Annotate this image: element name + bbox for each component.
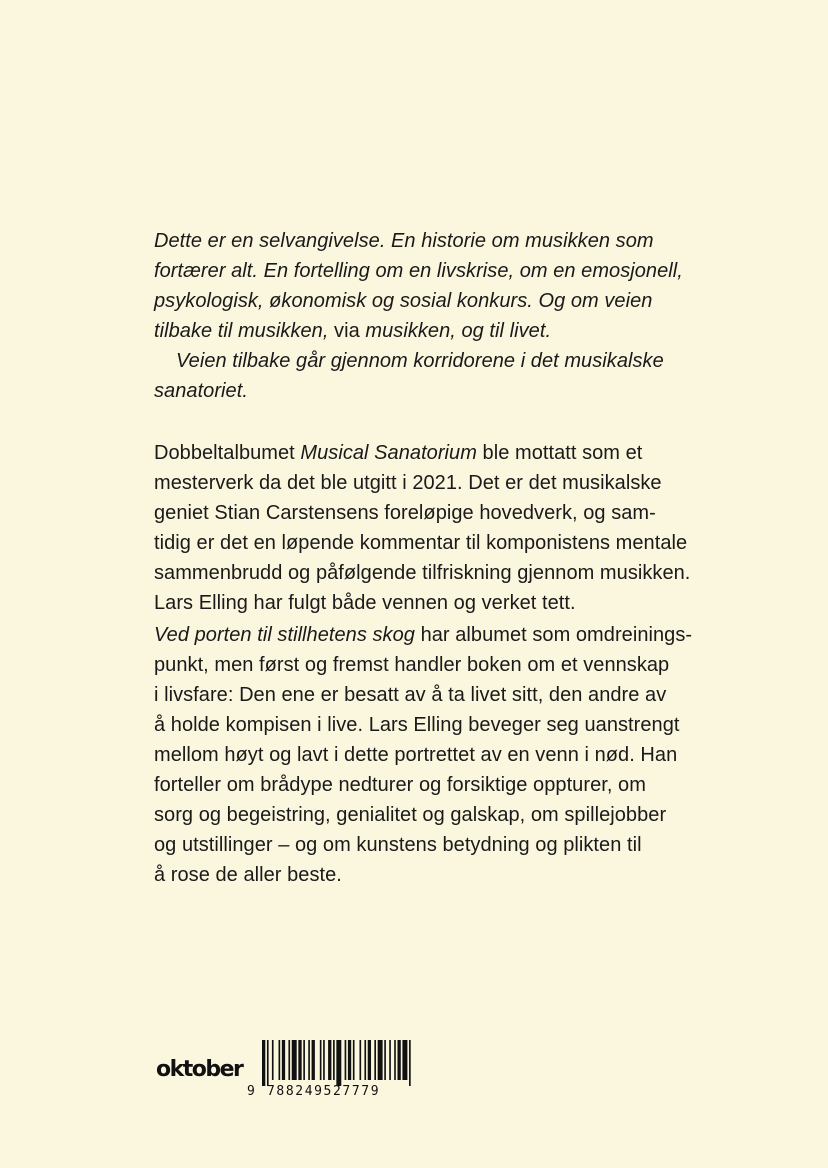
text-segment: og utstillinger – og om kunstens betydning og plikten til	[154, 834, 642, 856]
text-line	[154, 286, 794, 316]
text-line	[154, 256, 794, 286]
text-segment: har albumet som omdreinings-	[414, 624, 693, 646]
barcode-bar	[368, 1040, 371, 1080]
text-line	[154, 438, 794, 468]
barcode-bar	[308, 1040, 310, 1080]
isbn-first-digit: 9	[247, 1084, 255, 1099]
text-segment: fortærer alt. En fortelling om en livskrise, om en emosjonell,	[154, 260, 683, 282]
text-line	[154, 740, 794, 770]
barcode-bars	[262, 1040, 414, 1086]
text-line	[154, 620, 794, 650]
text-segment: psykologisk, økonomisk og sosial konkurs. Og om veien	[154, 290, 653, 312]
text-line	[154, 588, 794, 618]
barcode-bar	[333, 1040, 335, 1080]
text-segment: sanatoriet.	[154, 380, 248, 402]
text-segment: Musical Sanatorium	[300, 442, 477, 464]
text-segment: sorg og begeistring, genialitet og galskap, om spillejobber	[154, 804, 667, 826]
text-line	[154, 498, 794, 528]
text-segment: geniet Stian Carstensens foreløpige hovedverk, og sam-	[154, 502, 656, 524]
text-line	[154, 468, 794, 498]
barcode-bar	[328, 1040, 331, 1080]
isbn-barcode	[247, 1040, 417, 1102]
intro-paragraph	[154, 226, 794, 406]
barcode-bar	[353, 1040, 355, 1080]
barcode-bar	[272, 1040, 274, 1080]
barcode-bar	[378, 1040, 383, 1080]
text-line	[154, 800, 794, 830]
text-segment: via	[328, 320, 366, 342]
barcode-bar	[384, 1040, 386, 1080]
publisher-logo: oktober	[156, 1057, 243, 1082]
barcode-bar	[397, 1040, 400, 1080]
barcode-bar	[298, 1040, 301, 1080]
barcode-bar	[267, 1040, 269, 1086]
text-segment: Ved porten til stillhetens skog	[154, 624, 415, 646]
text-line	[154, 226, 794, 256]
text-segment: å holde kompisen i live. Lars Elling beveger seg uanstrengt	[154, 714, 680, 736]
text-segment: forteller om brådype nedturer og forsiktige oppturer, om	[154, 774, 646, 796]
barcode-bar	[394, 1040, 396, 1080]
barcode-bar	[262, 1040, 265, 1086]
isbn-digits: 788249527779	[267, 1084, 381, 1099]
text-segment: Lars Elling har fulgt både vennen og verket tett.	[154, 592, 576, 614]
text-segment: tidig er det en løpende kommentar til komponistens mentale	[154, 532, 688, 554]
description-paragraph-1	[154, 438, 794, 618]
text-segment: i livsfare: Den ene er besatt av å ta livet sitt, den andre av	[154, 684, 667, 706]
text-segment: Dette er en selvangivelse. En historie om musikken som	[154, 230, 654, 252]
text-segment: mellom høyt og lavt i dette portrettet av en venn i nød. Han	[154, 744, 678, 766]
barcode-bar	[364, 1040, 366, 1080]
barcode-bar	[279, 1040, 281, 1080]
barcode-bar	[288, 1040, 290, 1080]
barcode-bar	[359, 1040, 361, 1080]
text-line	[154, 376, 794, 406]
text-segment: mesterverk da det ble utgitt i 2021. Det er det musikalske	[154, 472, 662, 494]
barcode-bar	[292, 1040, 297, 1080]
text-segment: tilbake til musikken,	[154, 320, 329, 342]
text-line	[154, 650, 794, 680]
text-line	[154, 316, 794, 346]
barcode-bar	[303, 1040, 305, 1080]
barcode-bar	[402, 1040, 407, 1080]
text-line	[154, 680, 794, 710]
barcode-bar	[320, 1040, 322, 1080]
barcode-bar	[389, 1040, 391, 1080]
barcode-bar	[336, 1040, 341, 1086]
barcode-bar	[312, 1040, 315, 1080]
barcode-bar	[409, 1040, 411, 1086]
text-segment: musikken, og til livet.	[365, 320, 552, 342]
text-line	[154, 830, 794, 860]
barcode-bar	[374, 1040, 376, 1080]
text-line	[154, 710, 794, 740]
text-segment: punkt, men først og fremst handler boken om et vennskap	[154, 654, 670, 676]
barcode-bar	[348, 1040, 351, 1080]
description-paragraph-2	[154, 620, 794, 890]
text-line	[154, 770, 794, 800]
text-segment: Dobbeltalbumet	[154, 442, 301, 464]
barcode-bar	[345, 1040, 347, 1080]
barcode-bar	[323, 1040, 325, 1080]
text-line	[154, 528, 794, 558]
text-segment: Veien tilbake går gjennom korridorene i det musikalske	[176, 350, 664, 372]
text-line	[154, 860, 794, 890]
text-line	[154, 558, 794, 588]
text-line	[154, 346, 794, 376]
text-segment: å rose de aller beste.	[154, 864, 342, 886]
text-segment: sammenbrudd og påfølgende tilfriskning gjennom musikken.	[154, 562, 691, 584]
text-segment: ble mottatt som et	[476, 442, 643, 464]
barcode-bar	[282, 1040, 285, 1080]
